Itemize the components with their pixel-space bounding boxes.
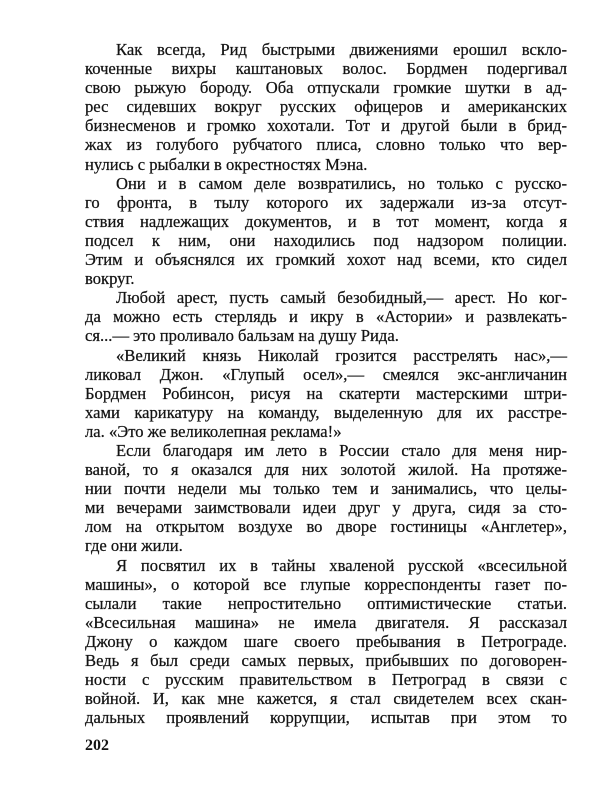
text-line: ся...— это проливало бальзам на душу Рида. [85, 326, 399, 346]
text-line: Как всегда, Рид быстрыми движениями ерошил вскло- [116, 40, 567, 59]
text-line: Я посвятил их в тайны хваленой русской «всесильной [116, 555, 567, 575]
text-line: ла. «Это же великолепная реклама!» [85, 421, 342, 441]
text-line: да можно есть стерлядь и икру в «Астории» и развлекать- [85, 307, 567, 327]
text-line: Любой арест, пусть самый безобидный,— арест. Но ког- [116, 288, 567, 308]
text-line: нулись с рыбалки в окрестностях Мэна. [85, 154, 368, 174]
text-line: ствия надлежащих документов, и в тот момент, когда я [85, 211, 567, 231]
text-line: го фронта, в тылу которого их задержали из-за отсут- [85, 192, 567, 212]
text-line: подсел к ним, они находились под надзором полиции. [85, 230, 567, 250]
page-number: 202 [85, 737, 109, 754]
paragraph [85, 346, 567, 441]
paragraph [85, 556, 567, 728]
text-line: ности с русским правительством в Петроград в связи с [85, 670, 567, 690]
text-line: хами карикатуру на команду, выделенную для их расстре- [85, 402, 567, 422]
text-line: рес сидевших вокруг русских офицеров и американских [85, 97, 567, 117]
text-line: вокруг. [85, 269, 135, 289]
text-line: коченные вихры каштановых волос. Бордмен подергивал [85, 59, 567, 79]
paragraph [85, 174, 567, 289]
text-line: Бордмен Робинсон, рисуя на скатерти мастерскими штри- [85, 383, 567, 403]
text-line: войной. И, как мне кажется, я стал свидетелем всех скан- [85, 689, 567, 709]
text-line: жах из голубого рубчатого плиса, словно только что вер- [85, 135, 567, 155]
text-line: Этим и объяснялся их громкий хохот над всеми, кто сидел [85, 250, 567, 270]
text-line: Джону о каждом шаге своего пребывания в Петрограде. [85, 631, 567, 651]
text-line: сылали такие непростительно оптимистические статьи. [85, 593, 567, 613]
text-line: Они и в самом деле возвратились, но только с русско- [116, 173, 567, 193]
text-line: Если благодаря им лето в России стало для меня нир- [116, 440, 567, 460]
paragraph [85, 40, 567, 174]
text-line: «Великий князь Николай грозится расстрелять нас»,— [116, 345, 567, 365]
text-line: ми вечерами заимствовали идеи друг у друга, сидя за сто- [85, 498, 567, 518]
text-line: где они жили. [85, 536, 183, 556]
text-line: «Всесильная машина» не имела двигателя. Я рассказал [85, 612, 567, 632]
text-line: свою рыжую бороду. Оба отпускали громкие шутки в ад- [85, 78, 567, 98]
text-line: нии почти недели мы только тем и занимались, что целы- [85, 479, 567, 499]
text-line: машины», о которой все глупые корреспонденты газет по- [85, 574, 567, 594]
text-line: Ведь я был среди самых первых, прибывших по договорен- [85, 651, 567, 670]
text-line: бизнесменов и громко хохотали. Тот и другой были в брид- [85, 116, 567, 136]
paragraph [85, 288, 567, 345]
text-line: дальных проявлений коррупции, испытав при этом то [85, 708, 567, 728]
body-text [85, 40, 567, 727]
text-line: лом на открытом воздухе во дворе гостиницы «Англетер», [85, 517, 567, 537]
text-line: ваной, то я оказался для них золотой жилой. На протяже- [85, 460, 567, 480]
text-line: ликовал Джон. «Глупый осел»,— смеялся экс-англичанин [85, 364, 567, 384]
paragraph [85, 441, 567, 556]
